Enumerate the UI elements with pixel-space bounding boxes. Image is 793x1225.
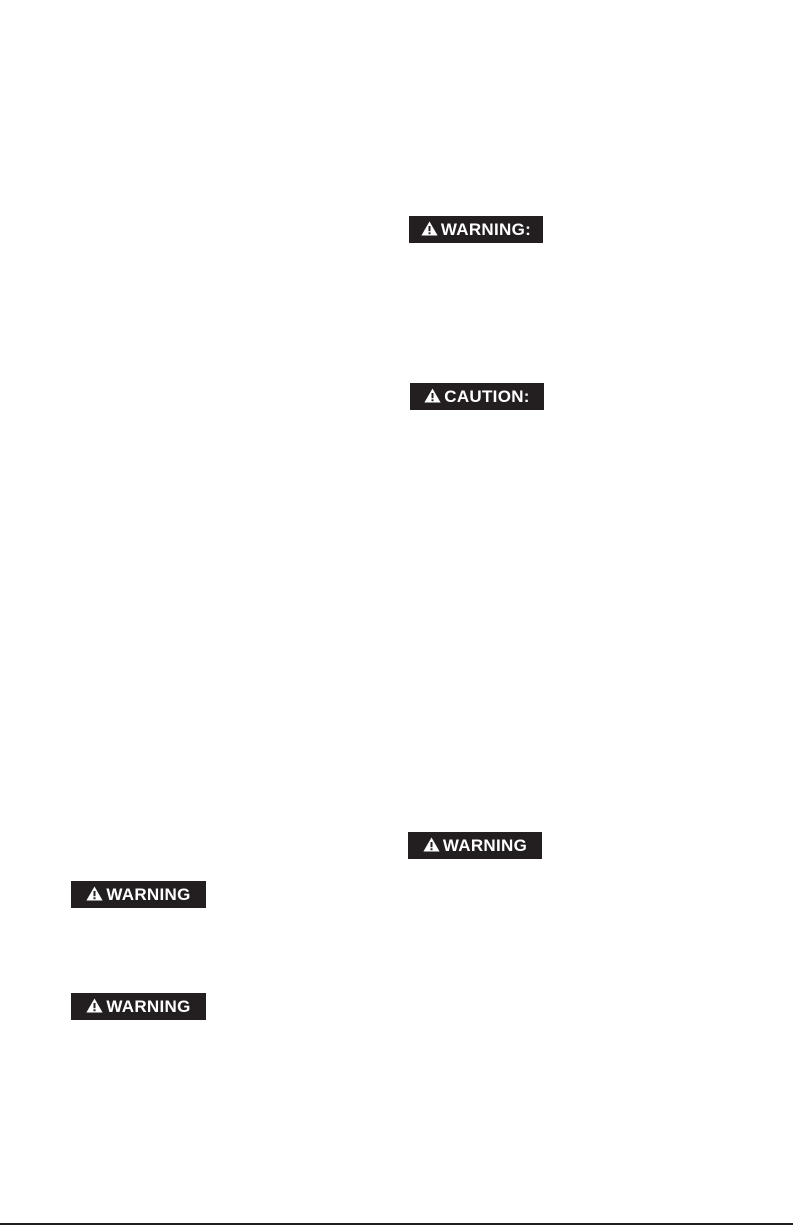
- warning-label: [71, 993, 206, 1020]
- warning-label-text: WARNING:: [440, 220, 532, 239]
- caution-label: [410, 383, 544, 410]
- warning-triangle-icon: [424, 388, 441, 403]
- warning-triangle-icon: [421, 221, 438, 236]
- warning-label: [408, 832, 542, 859]
- warning-triangle-icon: [86, 998, 103, 1013]
- warning-triangle-icon: [86, 886, 103, 901]
- caution-label-text: CAUTION:: [444, 387, 530, 406]
- warning-label: [409, 216, 543, 243]
- warning-label-text: WARNING: [442, 836, 528, 855]
- warning-label-text: WARNING: [106, 997, 191, 1016]
- warning-label-text: WARNING: [106, 885, 191, 904]
- warning-triangle-icon: [423, 837, 440, 852]
- warning-label: [71, 881, 206, 908]
